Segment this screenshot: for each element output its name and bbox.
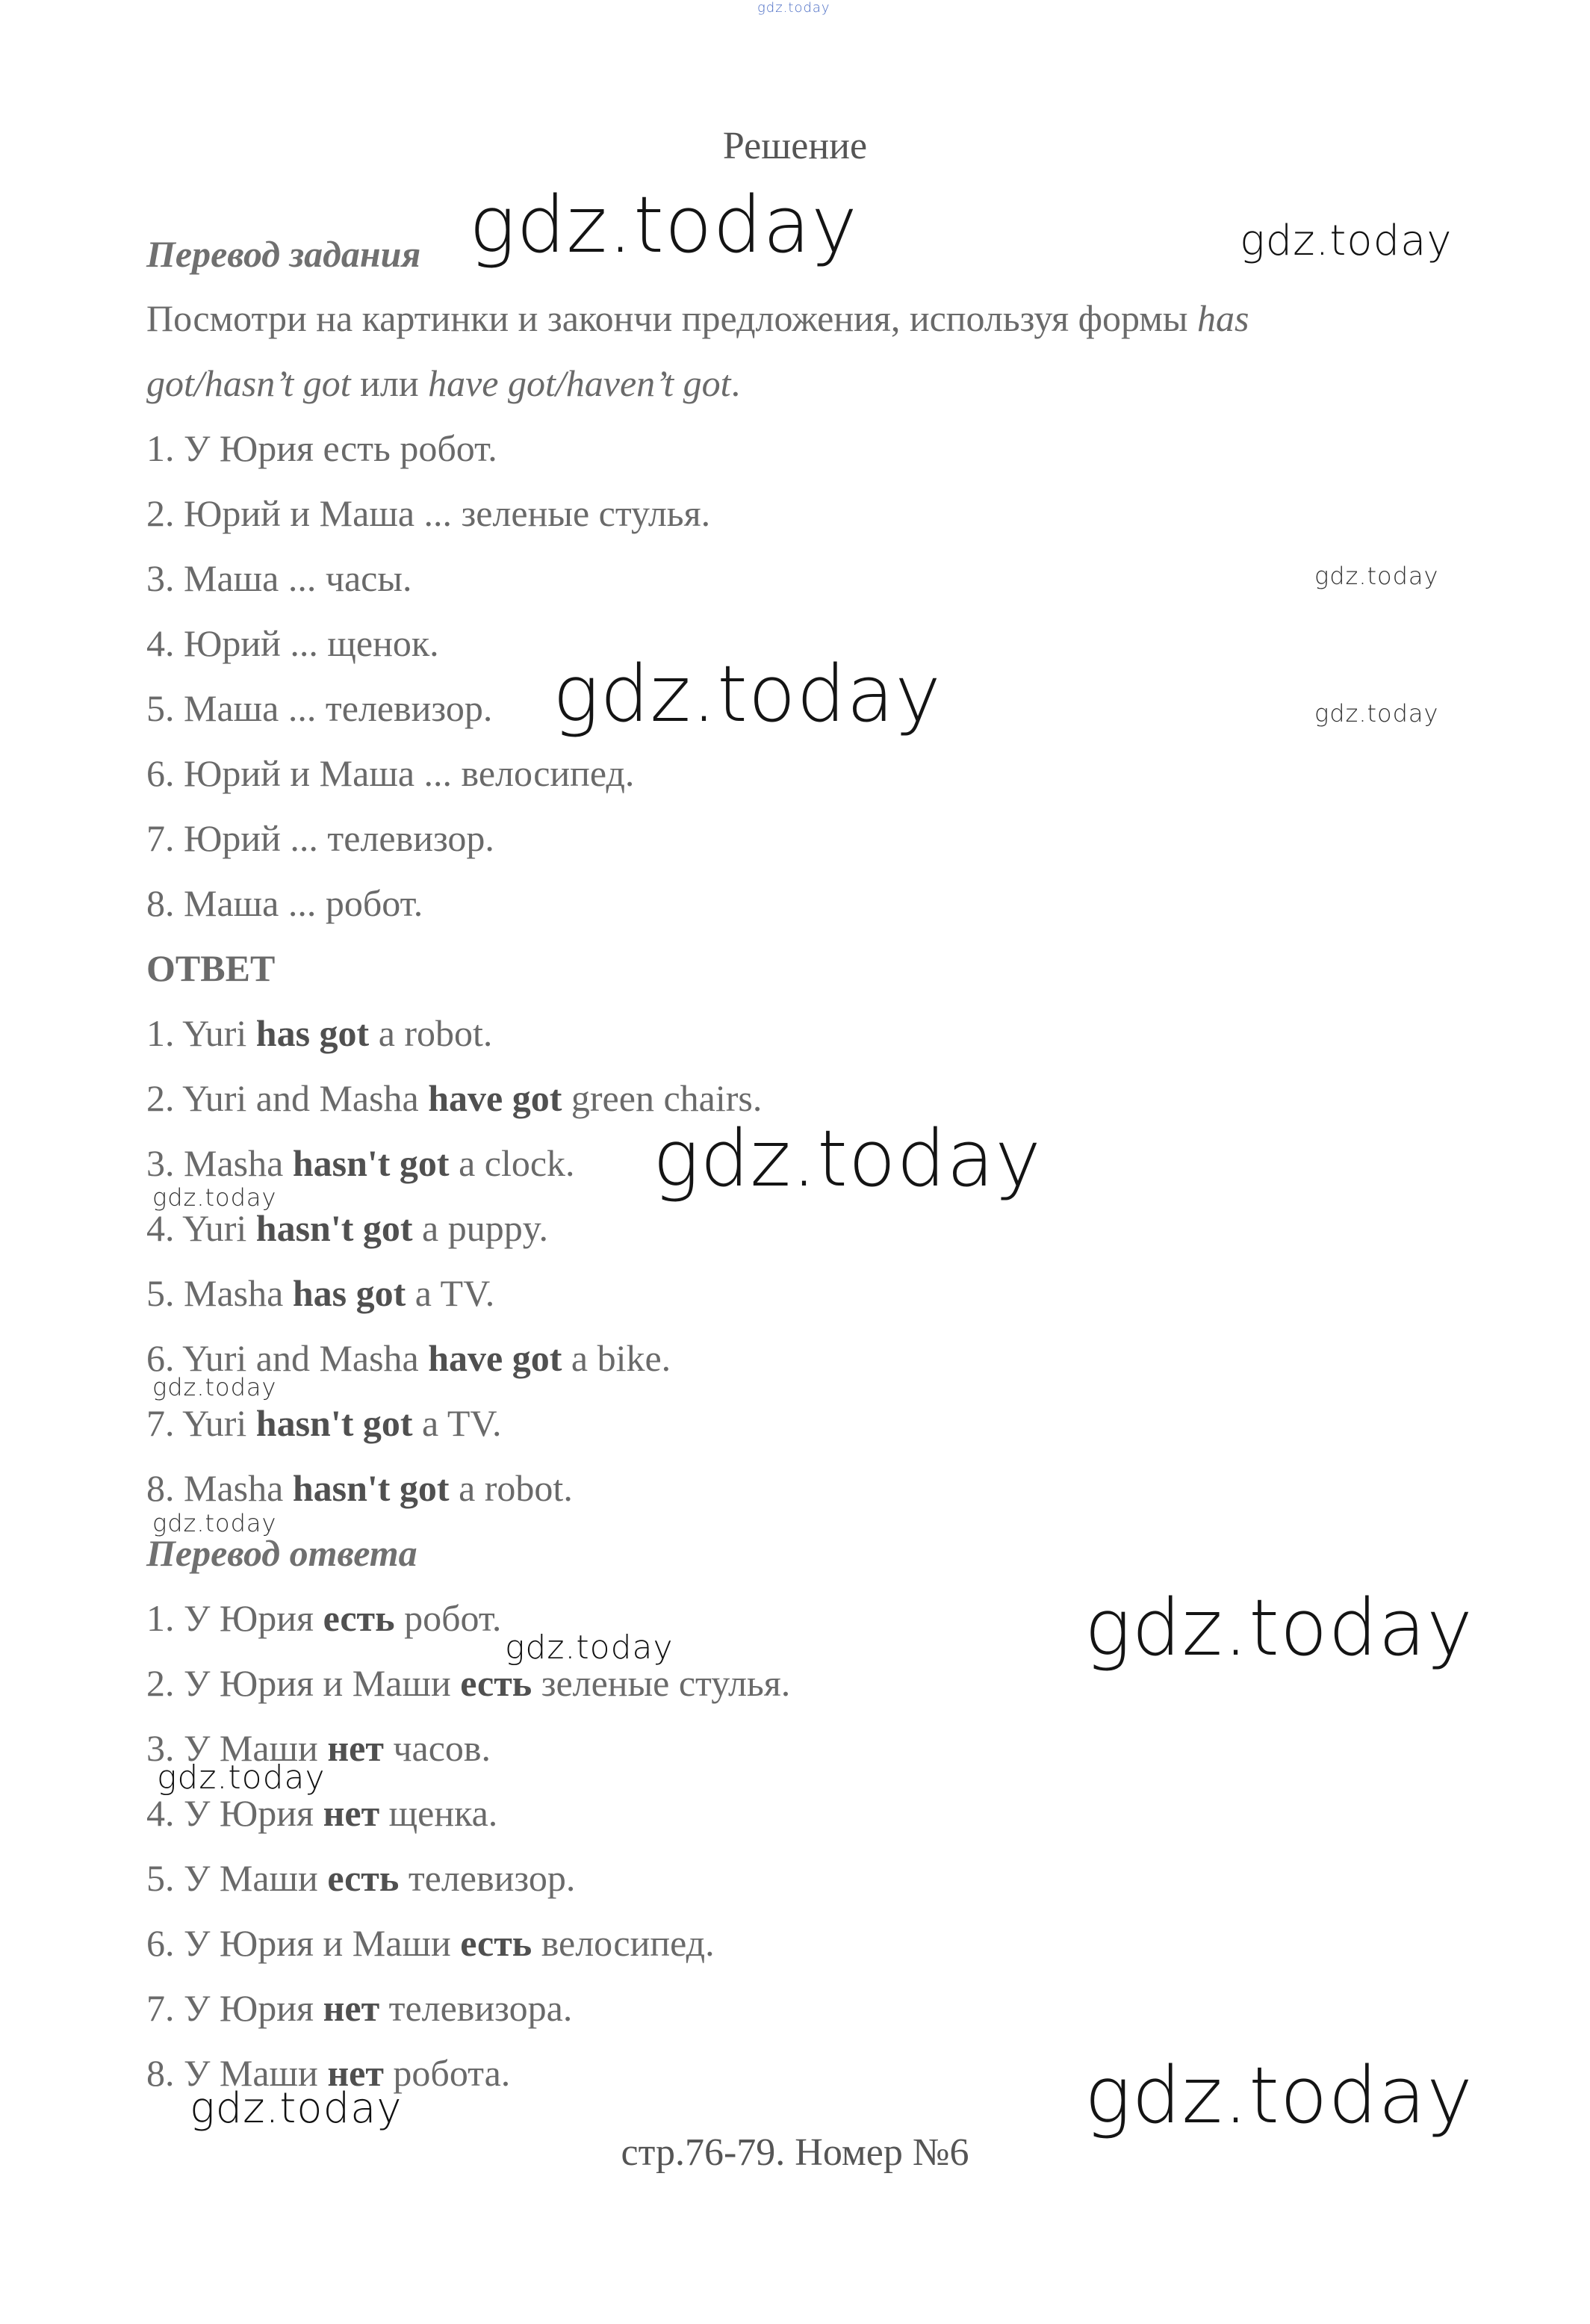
translation-item: 6. У Юрия и Маши есть велосипед. <box>146 1922 715 1964</box>
task-instruction-line-2: got/hasn’t got или have got/haven’t got. <box>146 362 741 404</box>
watermark: gdz.today <box>157 1759 326 1797</box>
header-watermark: gdz.today <box>757 0 830 16</box>
watermark: gdz.today <box>469 179 858 270</box>
translation-item: 7. У Юрия нет телевизора. <box>146 1987 573 2029</box>
answer-translation-heading: Перевод ответа <box>146 1532 417 1574</box>
task-item: 3. Маша ... часы. <box>146 557 412 599</box>
translation-item: 8. У Маши нет робота. <box>146 2052 511 2094</box>
watermark: gdz.today <box>553 648 942 740</box>
watermark: gdz.today <box>152 1509 277 1537</box>
task-instruction-line-1: Посмотри на картинки и закончи предложения, используя формы has <box>146 297 1249 339</box>
task-item: 5. Маша ... телевизор. <box>146 687 493 729</box>
watermark: gdz.today <box>1084 1582 1473 1673</box>
watermark: gdz.today <box>1084 2050 1473 2141</box>
task-item: 2. Юрий и Маша ... зеленые стулья. <box>146 492 711 534</box>
watermark: gdz.today <box>1314 562 1439 590</box>
watermark: gdz.today <box>152 1373 277 1401</box>
translation-item: 4. У Юрия нет щенка. <box>146 1792 498 1834</box>
watermark: gdz.today <box>653 1113 1042 1204</box>
translation-item: 2. У Юрия и Маши есть зеленые стулья. <box>146 1662 791 1704</box>
task-item: 1. У Юрия есть робот. <box>146 427 497 469</box>
watermark: gdz.today <box>1240 217 1453 265</box>
task-item: 4. Юрий ... щенок. <box>146 622 439 664</box>
translation-item: 5. У Маши есть телевизор. <box>146 1857 576 1899</box>
page-footer: стр.76-79. Номер №6 <box>621 2131 969 2174</box>
answer-item: 6. Yuri and Masha have got a bike. <box>146 1337 671 1379</box>
watermark: gdz.today <box>505 1629 674 1667</box>
task-translation-heading: Перевод задания <box>146 233 421 275</box>
answer-item: 8. Masha hasn't got a robot. <box>146 1467 573 1509</box>
watermark: gdz.today <box>190 2084 403 2133</box>
page-title: Решение <box>722 125 868 167</box>
answer-item: 2. Yuri and Masha have got green chairs. <box>146 1077 763 1119</box>
task-item: 6. Юрий и Маша ... велосипед. <box>146 752 635 794</box>
watermark: gdz.today <box>1314 699 1439 728</box>
answer-item: 5. Masha has got a TV. <box>146 1272 495 1314</box>
translation-item: 3. У Маши нет часов. <box>146 1727 491 1769</box>
translation-item: 1. У Юрия есть робот. <box>146 1597 502 1639</box>
task-item: 8. Маша ... робот. <box>146 882 423 924</box>
answer-item: 1. Yuri has got a robot. <box>146 1012 493 1054</box>
answer-item: 7. Yuri hasn't got a TV. <box>146 1402 502 1444</box>
answer-item: 3. Masha hasn't got a clock. <box>146 1142 575 1184</box>
task-item: 7. Юрий ... телевизор. <box>146 817 494 859</box>
answer-item: 4. Yuri hasn't got a puppy. <box>146 1207 548 1249</box>
watermark: gdz.today <box>152 1183 277 1212</box>
answer-heading: ОТВЕТ <box>146 947 276 989</box>
